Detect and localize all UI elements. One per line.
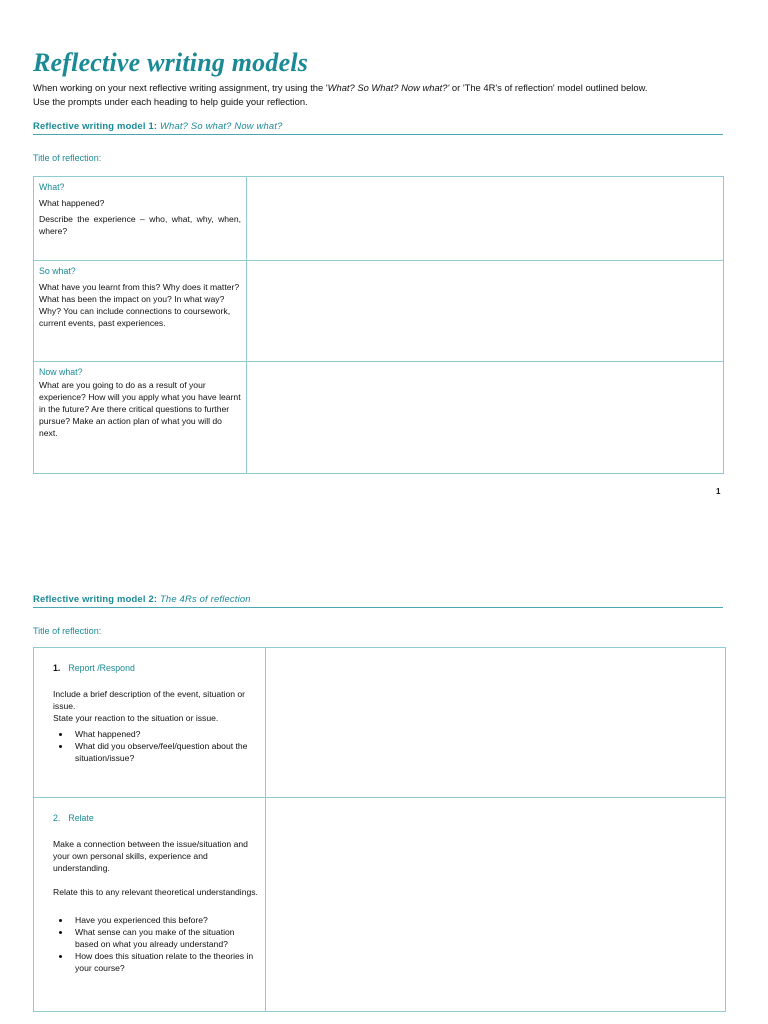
so-what-cell — [34, 261, 247, 362]
page-number: 1 — [716, 487, 721, 496]
relate-answer-area[interactable] — [266, 798, 726, 1012]
report-respond-label: 1. Report /Respond — [53, 663, 135, 673]
so-what-label: So what? — [39, 266, 76, 276]
what-question: What happened? — [39, 198, 105, 208]
list-item: • What sense can you make of the situation based on what you already understand? — [71, 926, 260, 950]
model1-table — [33, 176, 724, 474]
model2-table — [33, 647, 726, 1012]
now-what-label: Now what? — [39, 367, 83, 377]
now-what-prompt: What are you going to do as a result of your experience? How will you apply what you have learnt in the future? Are there critical questions to further pursue? Make an action plan of what you will do next. — [39, 380, 241, 438]
model1-heading: Reflective writing model 1: What? So what? Now what? — [33, 120, 723, 135]
list-item: • How does this situation relate to the theories in your course? — [71, 950, 260, 974]
relate-para1: Make a connection between the issue/situation and your own personal skills, experience and understanding. — [53, 839, 248, 873]
now-what-cell — [34, 362, 247, 474]
report-respond-answer-area[interactable] — [266, 648, 726, 798]
model1-title-of-reflection: Title of reflection: — [33, 153, 102, 163]
intro-text: When working on your next reflective writing assignment, try using the 'What? So What? Now what?' or 'The 4R's of reflection' model outlined below. Use the prompts under each heading to help guide your reflection. — [33, 82, 648, 107]
report-respond-bullets — [39, 728, 260, 764]
list-item: • What did you observe/feel/question about the situation/issue? — [71, 740, 260, 764]
model2-heading: Reflective writing model 2: The 4Rs of reflection — [33, 593, 723, 608]
what-answer-area[interactable] — [247, 177, 724, 261]
relate-cell — [34, 798, 266, 1012]
so-what-answer-area[interactable] — [247, 261, 724, 362]
what-label: What? — [39, 182, 65, 192]
report-respond-para2: State your reaction to the situation or issue. — [53, 713, 219, 723]
what-cell — [34, 177, 247, 261]
relate-bullets — [39, 914, 260, 974]
relate-para2: Relate this to any relevant theoretical understandings. — [53, 887, 258, 897]
page-title: Reflective writing models — [33, 48, 309, 77]
list-item: • What happened? — [71, 728, 260, 740]
model2-title-of-reflection: Title of reflection: — [33, 626, 102, 636]
list-item: • Have you experienced this before? — [71, 914, 260, 926]
relate-label: 2. Relate — [53, 813, 94, 823]
now-what-answer-area[interactable] — [247, 362, 724, 474]
so-what-prompt: What have you learnt from this? Why does it matter? What has been the impact on you? In what way? Why? You can include connections to coursework, current events, past experiences. — [39, 282, 240, 328]
report-respond-cell — [34, 648, 266, 798]
report-respond-para1: Include a brief description of the event, situation or issue. — [53, 689, 246, 711]
what-prompt: Describe the experience – who, what, why, when, where? — [39, 214, 241, 236]
